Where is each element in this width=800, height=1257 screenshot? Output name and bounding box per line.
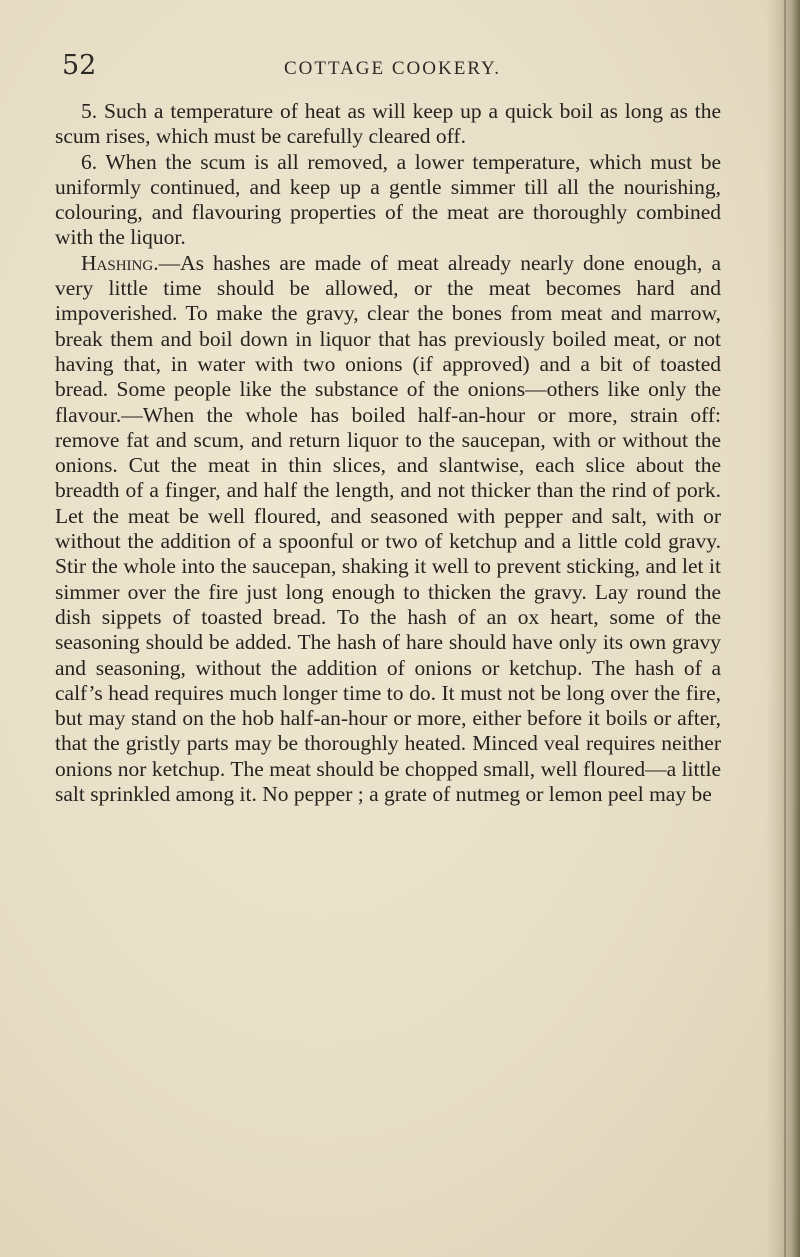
page-gutter-shadow (766, 0, 800, 1257)
paragraph-step-5: 5. Such a temperature of heat as will keep up a quick boil as long as the scum rises, which must be carefully cleared off. (55, 99, 721, 149)
page-header (62, 50, 722, 86)
paragraph-hashing (55, 251, 721, 808)
paragraph-step-6: 6. When the scum is all removed, a lower temperature, which must be uniformly continued, and keep up a gentle simmer till all the nourishing, colouring, and flavouring properties of the meat are thoroughly combined with the liquor. (55, 149, 721, 250)
running-head: COTTAGE COOKERY. (284, 58, 501, 79)
page-number: 52 (62, 50, 97, 81)
hashing-body: —As hashes are made of meat already nearly done enough, a very little time should be allowed, or the meat becomes hard and impoverished. To make the gravy, clear the bones from meat and marrow, break them and boil down in liquor that has previously boiled meat, or not having that, in water with two onions (if approved) and a bit of toasted bread. Some people like the substance of the onions—others like only the flavour.—When the whole has boiled half-an-hour or more, strain off: remove fat and scum, and return liquor to the saucepan, with or without the onions. Cut the meat in thin slices, and slantwise, each slice about the breadth of a finger, and half the length, and not thicker than the rind of pork. Let the meat be well floured, and seasoned with pepper and salt, with or without the addition of a spoonful or two of ketchup and a little cold gravy. Stir the whole into the saucepan, shaking it well to prevent sticking, and let it simmer over the fire just long enough to thicken the gravy. Lay round the dish sippets of toasted bread. To the hash of an ox heart, some of the seasoning should be added. The hash of hare should have only its own gravy and seasoning, without the addition of onions or ketchup. The hash of a calf’s head requires much longer time to do. It must not be long over the fire, but may stand on the hob half-an-hour or more, either before it boils or after, that the gristly parts may be thoroughly heated. Minced veal requires neither onions nor ketchup. The meat should be chopped small, well floured—a little salt sprinkled among it. No pepper ; a grate of nutmeg or lemon peel may be (55, 250, 721, 807)
page-edge-line (784, 0, 786, 1257)
body-text (55, 99, 721, 807)
hashing-heading: Hashing. (81, 250, 159, 275)
